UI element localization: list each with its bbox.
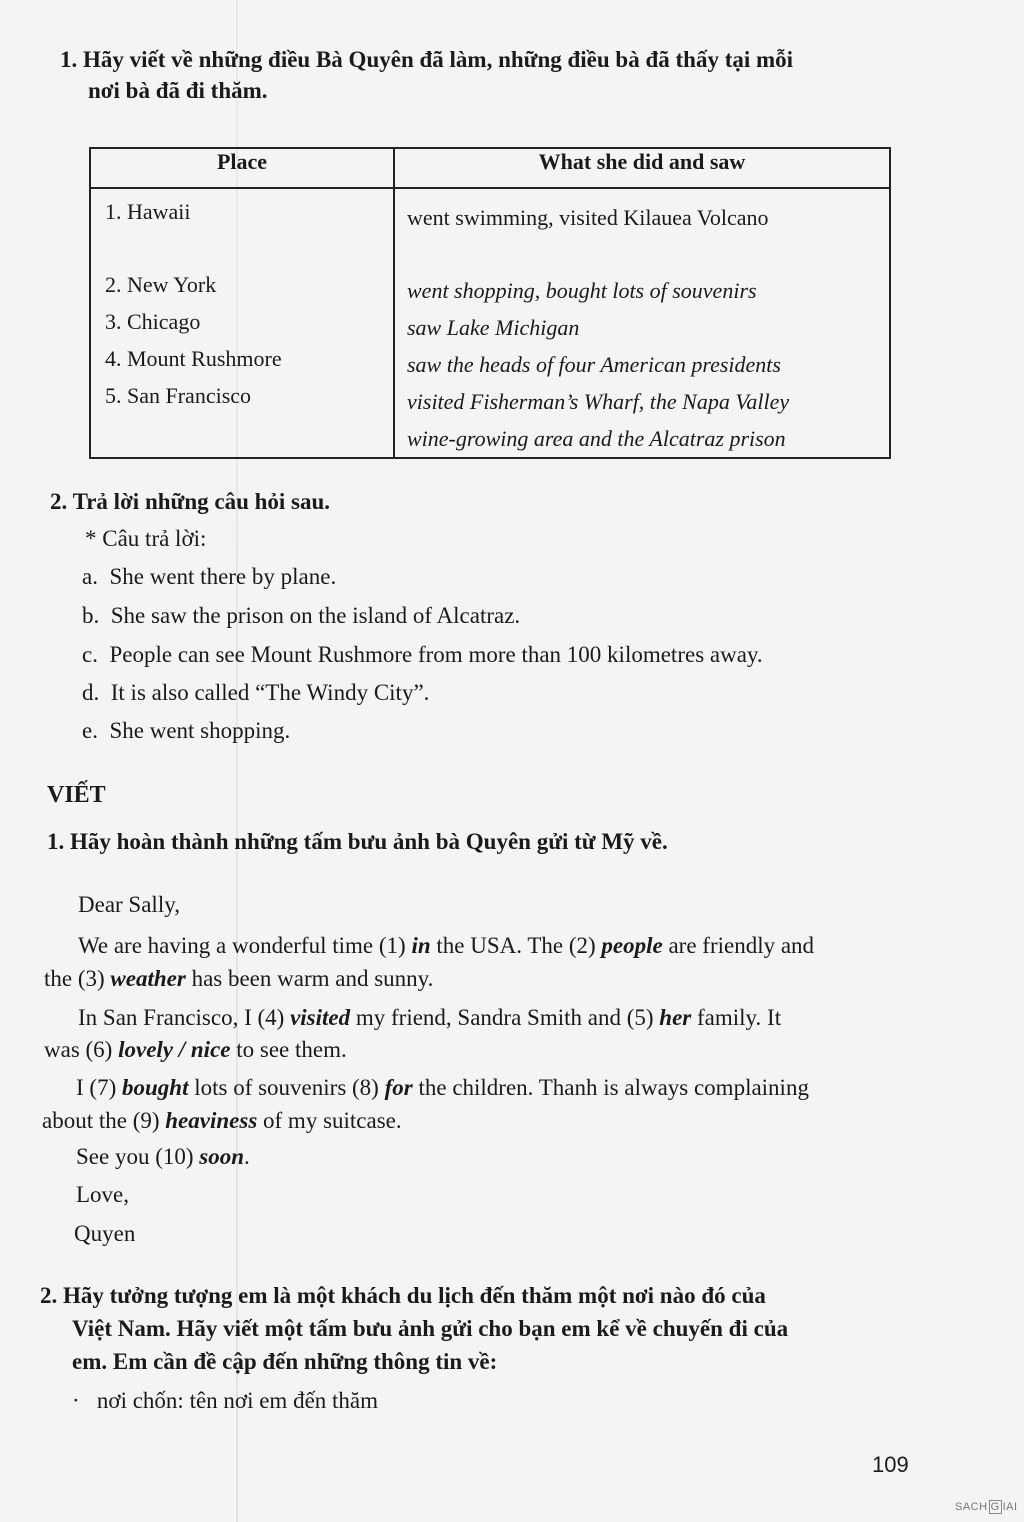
- place-item: 2. New York: [105, 272, 217, 297]
- task2-heading: 2. Trả lời những câu hỏi sau.: [50, 489, 331, 514]
- answer-item: [82, 562, 336, 592]
- task2-heading-line3: em. Em cần đề cập đến những thông tin về:: [72, 1349, 498, 1374]
- place-item: 4. Mount Rushmore: [105, 346, 282, 371]
- answer-text: She went shopping.: [109, 718, 291, 743]
- answers-label: * Câu trả lời:: [85, 526, 207, 551]
- activity-item: wine-growing area and the Alcatraz prison: [407, 426, 786, 451]
- answer-blank: lovely / nice: [118, 1037, 231, 1062]
- bullet-dot: ·: [72, 1388, 80, 1413]
- postcard-greeting: Dear Sally,: [78, 892, 180, 917]
- table-header-row: [90, 148, 890, 188]
- header-place: Place: [90, 148, 394, 188]
- postcard-line: We are having a wonderful time (1) in the USA. The (2) people are friendly and: [78, 933, 815, 958]
- places-table: [89, 147, 891, 459]
- activity-item: saw Lake Michigan: [407, 315, 580, 340]
- activity-item: visited Fisherman’s Wharf, the Napa Valley: [407, 389, 790, 414]
- writing-task1-heading: 1. Hãy hoàn thành những tấm bưu ảnh bà Quyên gửi từ Mỹ về.: [47, 829, 668, 854]
- answer-blank: her: [659, 1005, 692, 1030]
- site-watermark: SACH G IAI: [955, 1501, 1018, 1513]
- postcard-closing: See you (10) soon.: [76, 1144, 250, 1169]
- answer-blank: visited: [290, 1005, 351, 1030]
- answer-text: It is also called “The Windy City”.: [110, 680, 430, 705]
- answer-item: [82, 601, 520, 631]
- postcard-signature: Quyen: [74, 1221, 136, 1246]
- postcard-love: Love,: [76, 1182, 130, 1207]
- place-item: 1. Hawaii: [105, 199, 191, 224]
- place-item: 5. San Francisco: [105, 383, 252, 408]
- postcard-line: about the (9) heaviness of my suitcase.: [42, 1108, 402, 1133]
- answer-blank: heaviness: [165, 1108, 258, 1133]
- places-cell: [90, 188, 394, 458]
- task1-heading-line2: nơi bà đã đi thăm.: [88, 78, 268, 103]
- header-activity: What she did and saw: [394, 148, 890, 188]
- activities-cell: [394, 188, 890, 458]
- answer-item: [82, 640, 763, 670]
- answer-blank: bought: [121, 1075, 189, 1100]
- answer-text: She saw the prison on the island of Alcatraz.: [110, 603, 521, 628]
- postcard-line: the (3) weather has been warm and sunny.: [44, 966, 434, 991]
- bullet-item: [72, 1386, 378, 1416]
- place-item: 3. Chicago: [105, 309, 201, 334]
- activity-item: saw the heads of four American presidents: [407, 352, 781, 377]
- bullet-text: nơi chốn: tên nơi em đến thăm: [96, 1388, 379, 1413]
- answer-blank: weather: [110, 966, 186, 991]
- answer-blank: soon: [199, 1144, 245, 1169]
- answer-letter: b.: [82, 603, 100, 628]
- task1-heading: [60, 44, 940, 106]
- answer-blank: for: [384, 1075, 413, 1100]
- activity-item: went shopping, bought lots of souvenirs: [407, 278, 757, 303]
- writing-section-title: VIẾT: [47, 782, 106, 808]
- page-number: 109: [872, 1452, 909, 1477]
- answer-item: [82, 678, 429, 708]
- activity-item: went swimming, visited Kilauea Volcano: [407, 205, 769, 230]
- writing-task2-heading: [40, 1280, 920, 1377]
- answer-text: People can see Mount Rushmore from more than 100 kilometres away.: [109, 642, 763, 667]
- postcard-line: In San Francisco, I (4) visited my friend, Sandra Smith and (5) her family. It: [78, 1005, 782, 1030]
- answer-text: She went there by plane.: [109, 564, 337, 589]
- table-body-row: [90, 188, 890, 458]
- answer-letter: d.: [82, 680, 100, 705]
- postcard-line: was (6) lovely / nice to see them.: [44, 1037, 347, 1062]
- task2-heading-line2: Việt Nam. Hãy viết một tấm bưu ảnh gửi cho bạn em kể về chuyến đi của: [72, 1316, 789, 1341]
- answer-item: [82, 716, 290, 746]
- answer-letter: c.: [82, 642, 98, 667]
- answer-blank: in: [411, 933, 431, 958]
- answer-letter: a.: [82, 564, 98, 589]
- answer-letter: e.: [82, 718, 98, 743]
- task2-heading-line1: 2. Hãy tưởng tượng em là một khách du lịch đến thăm một nơi nào đó của: [40, 1283, 766, 1308]
- answer-blank: people: [601, 933, 663, 958]
- postcard-line: I (7) bought lots of souvenirs (8) for the children. Thanh is always complaining: [76, 1075, 809, 1100]
- task1-heading-line1: 1. Hãy viết về những điều Bà Quyên đã làm, những điều bà đã thấy tại mỗi: [60, 47, 794, 72]
